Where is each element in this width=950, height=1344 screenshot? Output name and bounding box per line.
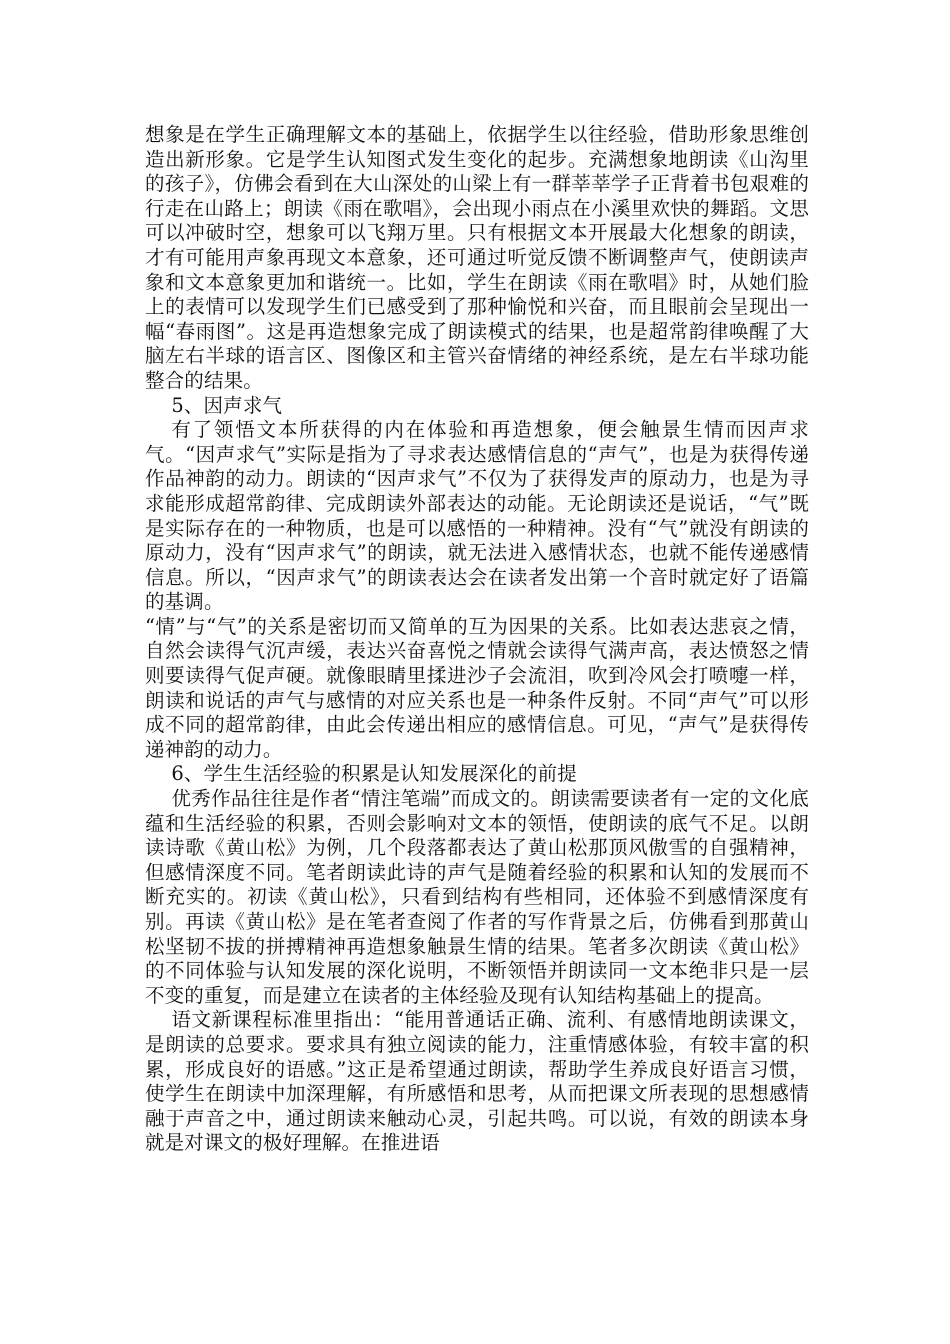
section-heading-6: 6、学生生活经验的积累是认知发展深化的前提: [171, 762, 577, 786]
paragraph-imagination: 想象是在学生正确理解文本的基础上，依据学生以往经验，借助形象思维创造出新形象。它是学生认知图式发生变化的起步。充满想象地朗读《山沟里的孩子》，仿佛会看到在大山深处的山梁上有一群莘莘学子正背着书包艰难的行走在山路上；朗读《雨在歌唱》，会出现小雨点在小溪里欢快的舞蹈。文思可以冲破时空，想象可以飞翔万里。只有根据文本开展最大化想象的朗读，才有可能用声象再现文本意象，还可通过听觉反馈不断调整声气，使朗读声象和文本意象更加和谐统一。比如，学生在朗读《雨在歌唱》时，从她们脸上的表情可以发现学生们已感受到了那种愉悦和兴奋，而且眼前会呈现出一幅“春雨图”。这是再造想象完成了朗读模式的结果，也是超常韵律唤醒了大脑左右半球的语言区、图像区和主管兴奋情绪的神经系统，是左右半球功能整合的结果。: [145, 123, 809, 392]
paragraph-curriculum-standard: 语文新课程标准里指出：“能用普通话正确、流利、有感情地朗读课文，是朗读的总要求。要求具有独立阅读的能力，注重情感体验，有较丰富的积累，形成良好的语感。”这正是希望通过朗读，帮助学生养成良好语言习惯，使学生在朗读中加深理解，有所感悟和思考，从而把课文所表现的思想感情融于声音之中，通过朗读来触动心灵，引起共鸣。可以说，有效的朗读本身就是对课文的极好理解。在推进语: [145, 1008, 809, 1155]
document-body: [145, 123, 809, 1156]
section-heading-5: 5、因声求气: [171, 393, 283, 417]
paragraph-seek-breath: 有了领悟文本所获得的内在体验和再造想象，便会触景生情而因声求气。“因声求气”实际是指为了寻求表达感情信息的“声气”，也是为获得传递作品神韵的动力。朗读的“因声求气”不仅为了获得发声的原动力，也是为寻求能形成超常韵律、完成朗读外部表达的动能。无论朗读还是说话，“气”既是实际存在的一种物质，也是可以感悟的一种精神。没有“气”就没有朗读的原动力，没有“因声求气”的朗读，就无法进入感情状态，也就不能传递感情信息。所以，“因声求气”的朗读表达会在读者发出第一个音时就定好了语篇的基调。: [145, 418, 809, 614]
paragraph-emotion-breath: “情”与“气”的关系是密切而又简单的互为因果的关系。比如表达悲哀之情，自然会读得气沉声缓，表达兴奋喜悦之情就会读得气满声高，表达愤怒之情则要读得气促声硬。就像眼睛里揉进沙子会流泪，吹到冷风会打喷嚏一样，朗读和说话的声气与感情的对应关系也是一种条件反射。不同“声气”可以形成不同的超常韵律，由此会传递出相应的感情信息。可见，“声气”是获得传递神韵的动力。: [145, 614, 809, 761]
paragraph-life-experience: 优秀作品往往是作者“情注笔端”而成文的。朗读需要读者有一定的文化底蕴和生活经验的积累，否则会影响对文本的领悟，使朗读的底气不足。以朗读诗歌《黄山松》为例，几个段落都表达了黄山松那顶风傲雪的自强精神，但感情深度不同。笔者朗读此诗的声气是随着经验的积累和认知的发展而不断充实的。初读《黄山松》，只看到结构有些相同，还体验不到感情深度有别。再读《黄山松》是在笔者查阅了作者的写作背景之后，仿佛看到那黄山松坚韧不拔的拼搏精神再造想象触景生情的结果。笔者多次朗读《黄山松》的不同体验与认知发展的深化说明，不断领悟并朗读同一文本绝非只是一层不变的重复，而是建立在读者的主体经验及现有认知结构基础上的提高。: [145, 787, 809, 1007]
